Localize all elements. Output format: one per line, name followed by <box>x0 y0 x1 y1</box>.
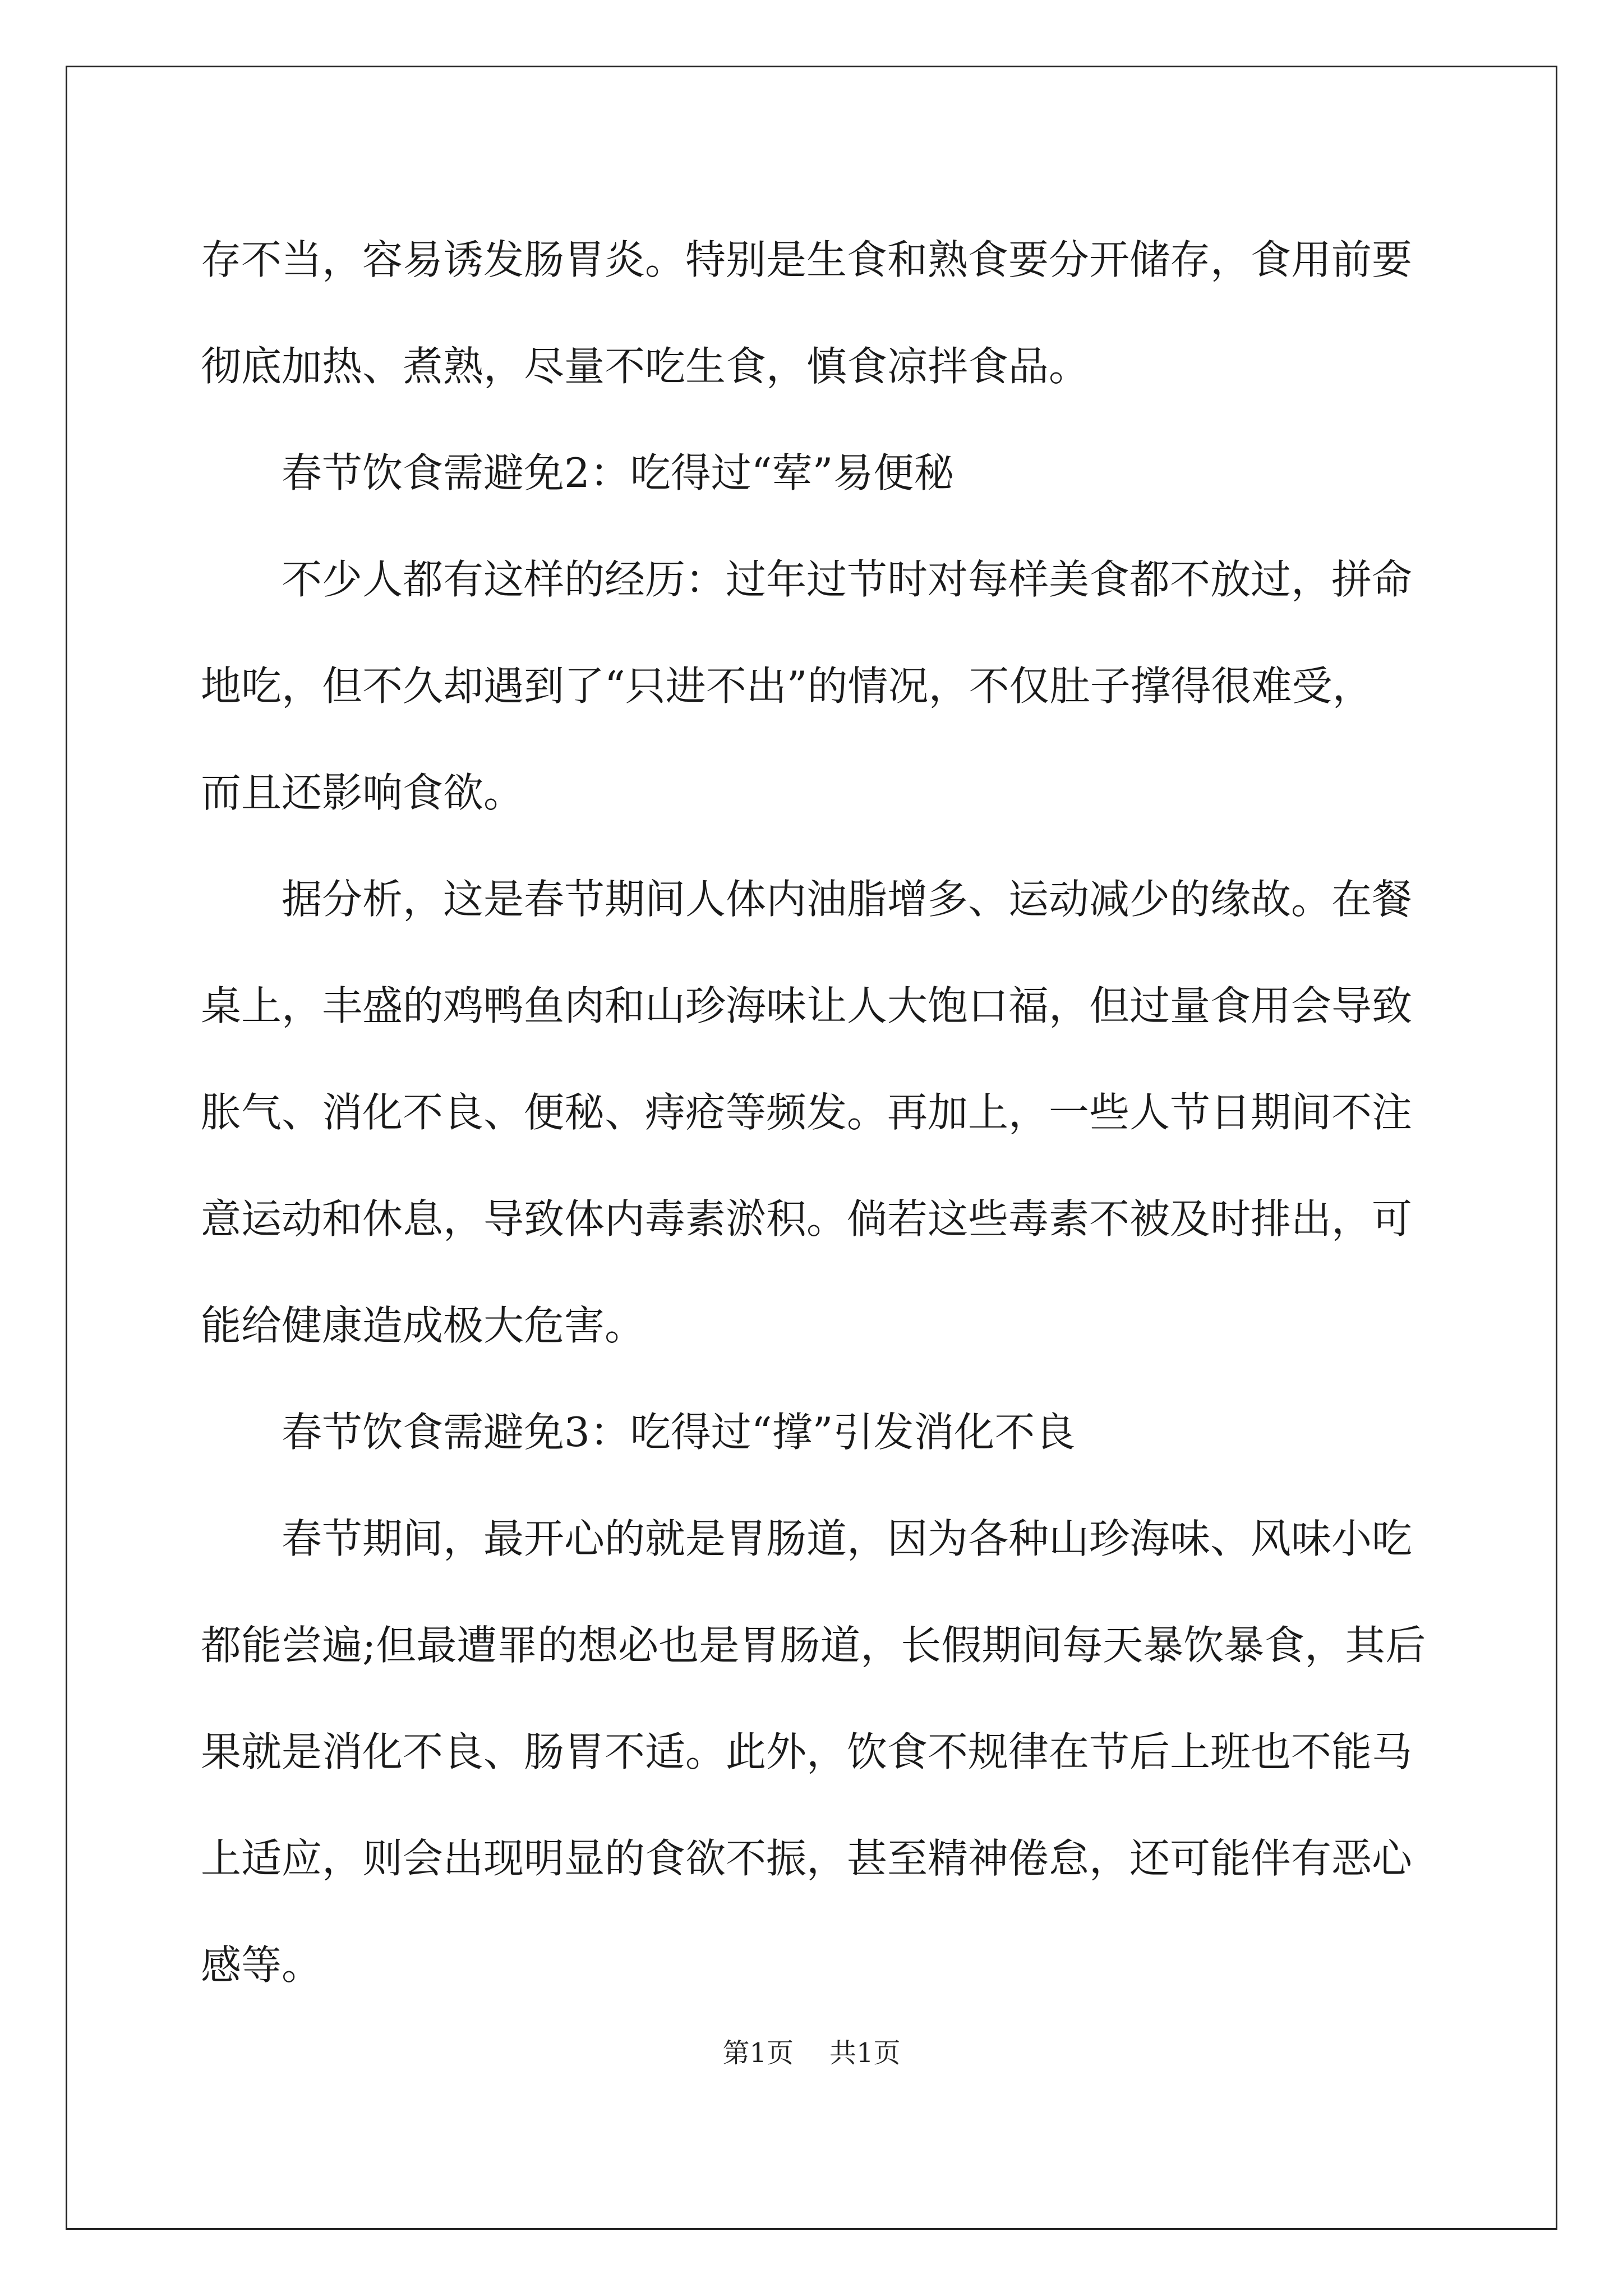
document-body <box>201 206 1426 2018</box>
page-number: 第1页 <box>722 2037 794 2069</box>
text-line: 感等。 <box>201 1941 322 1989</box>
section-heading: 春节饮食需避免3：吃得过“撑”引发消化不良 <box>282 1409 1076 1456</box>
page-count: 共1页 <box>829 2037 901 2069</box>
text-line: 彻底加热、煮熟，尽量不吃生食，慎食凉拌食品。 <box>201 343 1090 390</box>
text-line: 意运动和休息，导致体内毒素淤积。倘若这些毒素不被及时排出，可 <box>201 1195 1413 1243</box>
page-footer <box>0 2036 1623 2070</box>
text-line: 果就是消化不良、肠胃不适。此外，饮食不规律在节后上班也不能马 <box>201 1728 1413 1775</box>
text-line: 据分析，这是春节期间人体内油脂增多、运动减少的缘故。在餐 <box>282 876 1413 923</box>
text-line: 能给健康造成极大危害。 <box>201 1302 645 1349</box>
text-line: 地吃，但不久却遇到了“只进不出”的情况，不仅肚子撑得很难受， <box>201 662 1373 710</box>
section-heading: 春节饮食需避免2：吃得过“荤”易便秘 <box>282 449 955 496</box>
text-line: 胀气、消化不良、便秘、痔疮等频发。再加上，一些人节日期间不注 <box>201 1089 1413 1136</box>
text-line: 桌上，丰盛的鸡鸭鱼肉和山珍海味让人大饱口福，但过量食用会导致 <box>201 982 1413 1029</box>
text-line: 存不当，容易诱发肠胃炎。特别是生食和熟食要分开储存，食用前要 <box>201 236 1413 283</box>
text-line: 不少人都有这样的经历：过年过节时对每样美食都不放过，拼命 <box>282 556 1413 603</box>
text-line: 而且还影响食欲。 <box>201 769 524 816</box>
text-line: 上适应，则会出现明显的食欲不振，甚至精神倦怠，还可能伴有恶心 <box>201 1835 1413 1882</box>
text-line: 春节期间，最开心的就是胃肠道，因为各种山珍海味、风味小吃 <box>282 1515 1413 1562</box>
text-line: 都能尝遍;但最遭罪的想必也是胃肠道，长假期间每天暴饮暴食，其后 <box>201 1622 1426 1669</box>
